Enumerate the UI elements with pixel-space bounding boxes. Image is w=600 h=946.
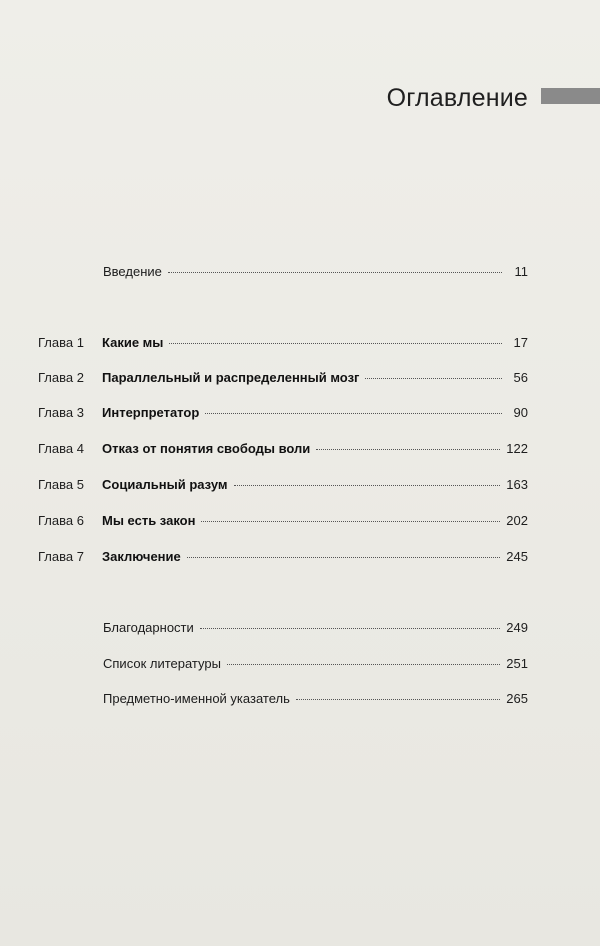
page-title: Оглавление [386, 84, 528, 112]
toc-entry-chapter-5[interactable] [38, 477, 528, 497]
chapter-label: Глава 1 [38, 335, 84, 350]
dot-leader [169, 343, 502, 344]
toc-entry-intro[interactable] [103, 264, 528, 284]
toc-page-number: 265 [506, 691, 528, 706]
chapter-label: Глава 3 [38, 405, 84, 420]
toc-entry-index[interactable] [103, 691, 528, 711]
dot-leader [187, 557, 501, 558]
toc-page-number: 56 [513, 370, 528, 385]
toc-page-number: 90 [513, 405, 528, 420]
dot-leader [316, 449, 500, 450]
chapter-label: Глава 6 [38, 513, 84, 528]
toc-entry-title: Какие мы [102, 335, 164, 350]
dot-leader [296, 699, 500, 700]
toc-entry-title: Благодарности [103, 620, 194, 635]
chapter-label: Глава 2 [38, 370, 84, 385]
toc-entry-title: Заключение [102, 549, 181, 564]
toc-entry-title: Социальный разум [102, 477, 228, 492]
toc-entry-bibliography[interactable] [103, 656, 528, 676]
dot-leader [168, 272, 502, 273]
toc-entry-chapter-1[interactable] [38, 335, 528, 355]
toc-entry-title: Мы есть закон [102, 513, 196, 528]
toc-page-number: 202 [506, 513, 528, 528]
toc-entry-chapter-4[interactable] [38, 441, 528, 461]
chapter-label: Глава 5 [38, 477, 84, 492]
toc-entry-title: Интерпретатор [102, 405, 200, 420]
toc-entry-title: Введение [103, 264, 162, 279]
dot-leader [200, 628, 501, 629]
dot-leader [205, 413, 502, 414]
dot-leader [201, 521, 500, 522]
toc-entry-chapter-6[interactable] [38, 513, 528, 533]
toc-entry-chapter-3[interactable] [38, 405, 528, 425]
toc-page-number: 249 [506, 620, 528, 635]
toc-page-number: 163 [506, 477, 528, 492]
toc-entry-chapter-2[interactable] [38, 370, 528, 390]
toc-entry-title: Параллельный и распределенный мозг [102, 370, 360, 385]
toc-page-number: 251 [506, 656, 528, 671]
dot-leader [365, 378, 502, 379]
dot-leader [227, 664, 500, 665]
toc-page-number: 17 [513, 335, 528, 350]
chapter-label: Глава 7 [38, 549, 84, 564]
toc-page-number: 122 [506, 441, 528, 456]
toc-entry-chapter-7[interactable] [38, 549, 528, 569]
chapter-label: Глава 4 [38, 441, 84, 456]
dot-leader [234, 485, 501, 486]
toc-entry-title: Список литературы [103, 656, 221, 671]
toc-entry-title: Отказ от понятия свободы воли [102, 441, 311, 456]
toc-page-number: 245 [506, 549, 528, 564]
toc-entry-acknowledgements[interactable] [103, 620, 528, 640]
toc-page-number: 11 [514, 264, 528, 279]
toc-entry-title: Предметно-именной указатель [103, 691, 290, 706]
